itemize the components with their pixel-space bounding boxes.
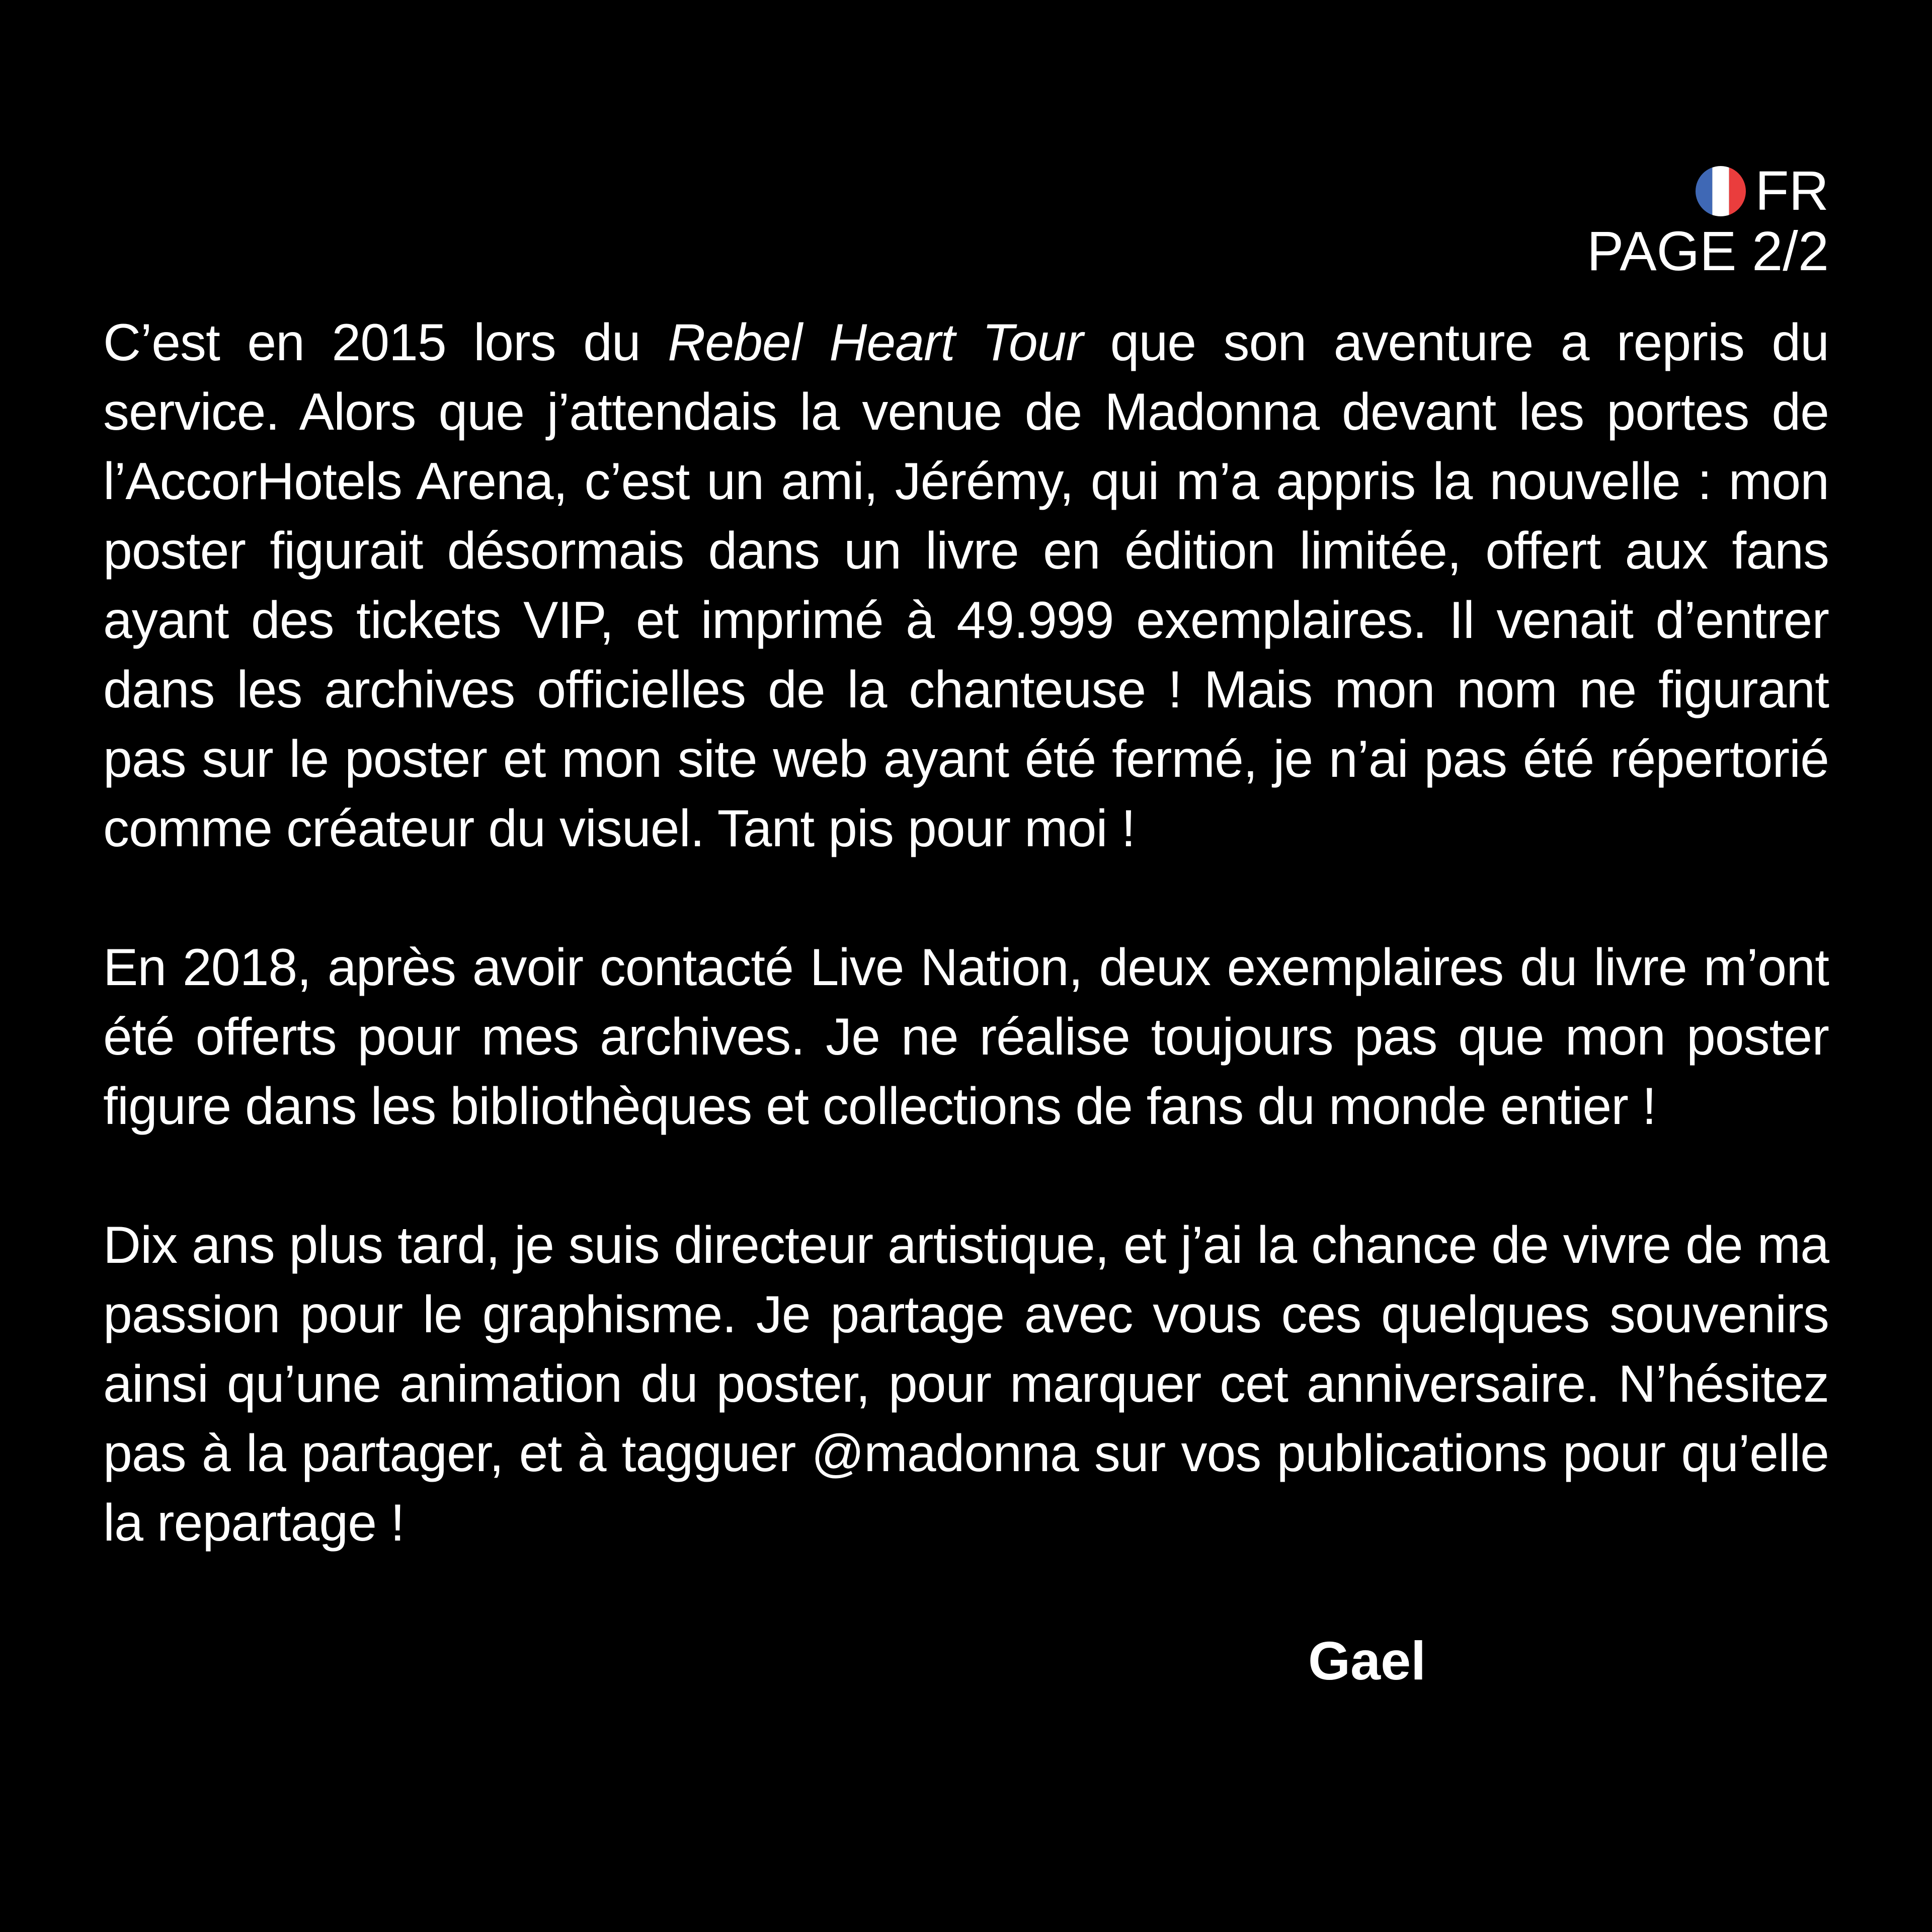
language-indicator <box>1587 161 1829 221</box>
flag-stripe-white <box>1713 166 1729 216</box>
language-code: FR <box>1755 160 1829 222</box>
paragraph-1-rest: que son aventure a repris du service. Alors que j’attendais la venue de Madonna devant les portes de l’AccorHotels Arena, c’est un ami, Jérémy, qui m’a appris la nouvelle : mon poster figurait désormais dans un livre en édition limitée, offert aux fans ayant des tickets VIP, et imprimé à 49.999 exemplaires. Il venait d’entrer dans les archives officielles de la chanteuse ! Mais mon nom ne figurant pas sur le poster et mon site web ayant été fermé, je n’ai pas été répertorié comme créateur du visuel. Tant pis pour moi ! <box>103 313 1829 858</box>
page-header <box>1587 161 1829 282</box>
page-indicator: PAGE 2/2 <box>1587 220 1829 282</box>
paragraph-1-intro: C’est en 2015 lors du <box>103 313 668 372</box>
france-flag-icon <box>1696 166 1746 216</box>
signature: Gael <box>1308 1630 1426 1691</box>
flag-stripe-red <box>1729 166 1746 216</box>
france-flag-graphic <box>1696 166 1746 216</box>
article-body <box>103 308 1829 1558</box>
tour-name: Rebel Heart Tour <box>668 313 1083 372</box>
paragraph-1 <box>103 308 1829 863</box>
flag-stripe-blue <box>1696 166 1712 216</box>
paragraph-3: Dix ans plus tard, je suis directeur artistique, et j’ai la chance de vivre de ma passion pour le graphisme. Je partage avec vous ces quelques souvenirs ainsi qu’une animation du poster, pour marquer cet anniversaire. N’hésitez pas à la partager, et à tagguer @madonna sur vos publications pour qu’elle la repartage ! <box>103 1216 1829 1552</box>
paragraph-2: En 2018, après avoir contacté Live Nation, deux exemplaires du livre m’ont été offerts pour mes archives. Je ne réalise toujours pas que mon poster figure dans les bibliothèques et collections de fans du monde entier ! <box>103 938 1829 1136</box>
